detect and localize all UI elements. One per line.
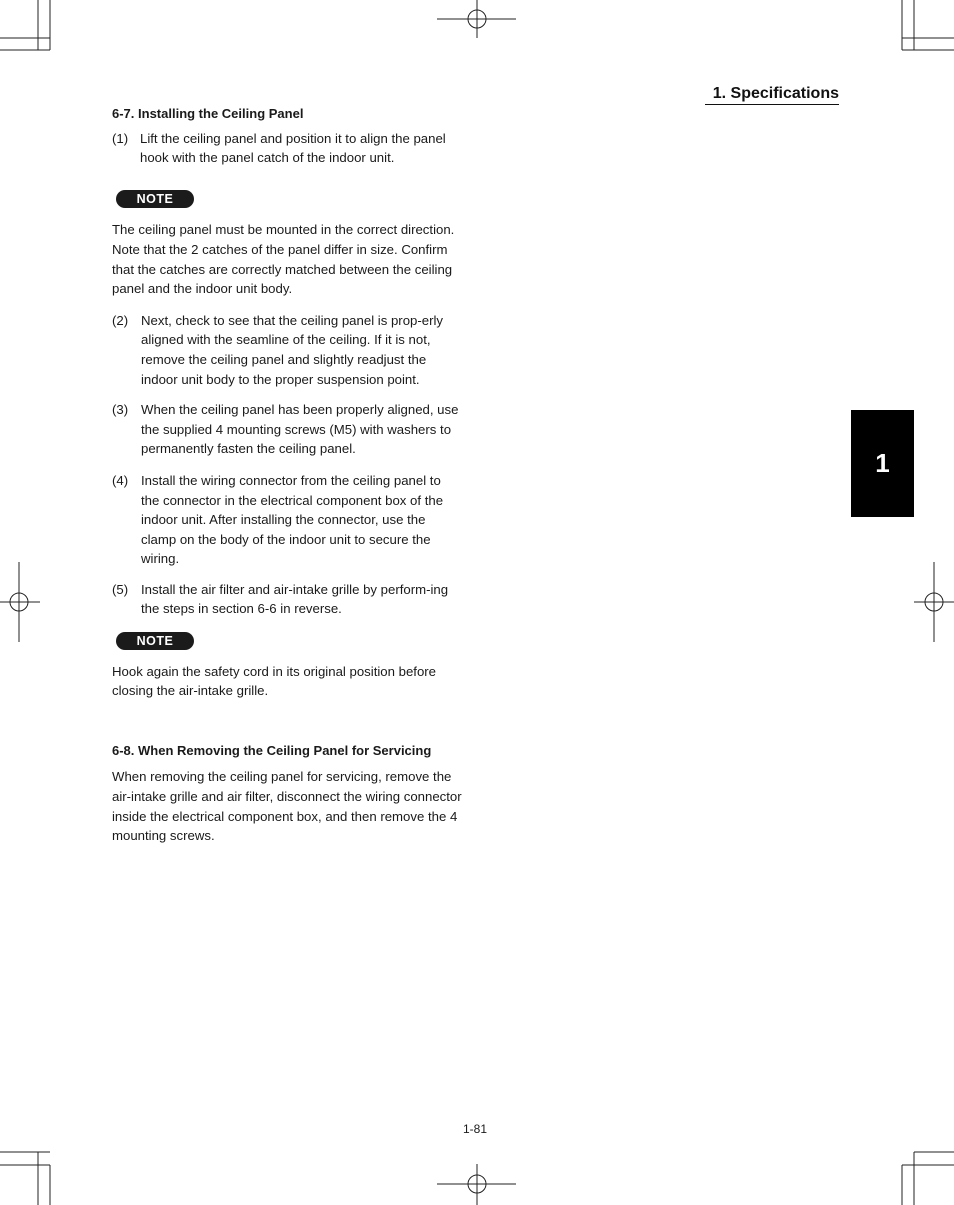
note-text-1: The ceiling panel must be mounted in the correct direction. Note that the 2 catches of the panel differ in size. Confirm that the catches are correctly matched between the ceiling panel and the indoor unit body.: [112, 222, 455, 297]
page-header-title: 1. Specifications: [705, 85, 839, 105]
step-5: [112, 580, 462, 619]
main-content: [112, 104, 462, 846]
note-block-2: [112, 631, 462, 651]
step-text: Install the wiring connector from the ceiling panel to the connector in the electrical component box of the indoor unit. After installing the connector, use the clamp on the body of the indoor unit to secure the wiring.: [141, 472, 444, 567]
note-badge: NOTE: [116, 632, 194, 650]
step-number: (2): [112, 312, 129, 328]
step-number: (5): [112, 581, 129, 597]
section-text-6-8: When removing the ceiling panel for servicing, remove the air-intake grille and air filter, disconnect the wiring connector inside the electrical component box, and then remove the 4 mounting screws.: [112, 769, 462, 844]
step-2: [112, 311, 462, 389]
step-text: Lift the ceiling panel and position it to align the panel hook with the panel catch of the indoor unit.: [140, 130, 446, 166]
step-number: (1): [112, 130, 129, 146]
step-text: When the ceiling panel has been properly aligned, use the supplied 4 mounting screws (M5) with washers to permanently fasten the ceiling panel.: [141, 402, 459, 457]
step-number: (4): [112, 472, 129, 488]
note-badge: NOTE: [116, 190, 194, 208]
page-number: 1-81: [463, 1122, 488, 1136]
step-3: [112, 400, 462, 459]
chapter-tab: [851, 410, 914, 517]
step-number: (3): [112, 402, 129, 418]
step-4: [112, 471, 462, 569]
section-title-6-7: 6-7. Installing the Ceiling Panel: [112, 106, 304, 121]
step-text: Install the air filter and air-intake grille by perform-ing the steps in section 6-6 in reverse.: [141, 581, 449, 617]
note-text-2: Hook again the safety cord in its original position before closing the air-intake grille.: [112, 663, 437, 699]
step-1: [112, 129, 462, 168]
step-text: Next, check to see that the ceiling panel is prop-erly aligned with the seamline of the ceiling. If it is not, remove the ceiling panel and slightly readjust the indoor unit body to the proper suspension point.: [141, 312, 444, 387]
chapter-tab-label: 1: [875, 448, 890, 478]
section-title-6-8: 6-8. When Removing the Ceiling Panel for Servicing: [112, 742, 432, 758]
note-block-1: [112, 189, 462, 209]
